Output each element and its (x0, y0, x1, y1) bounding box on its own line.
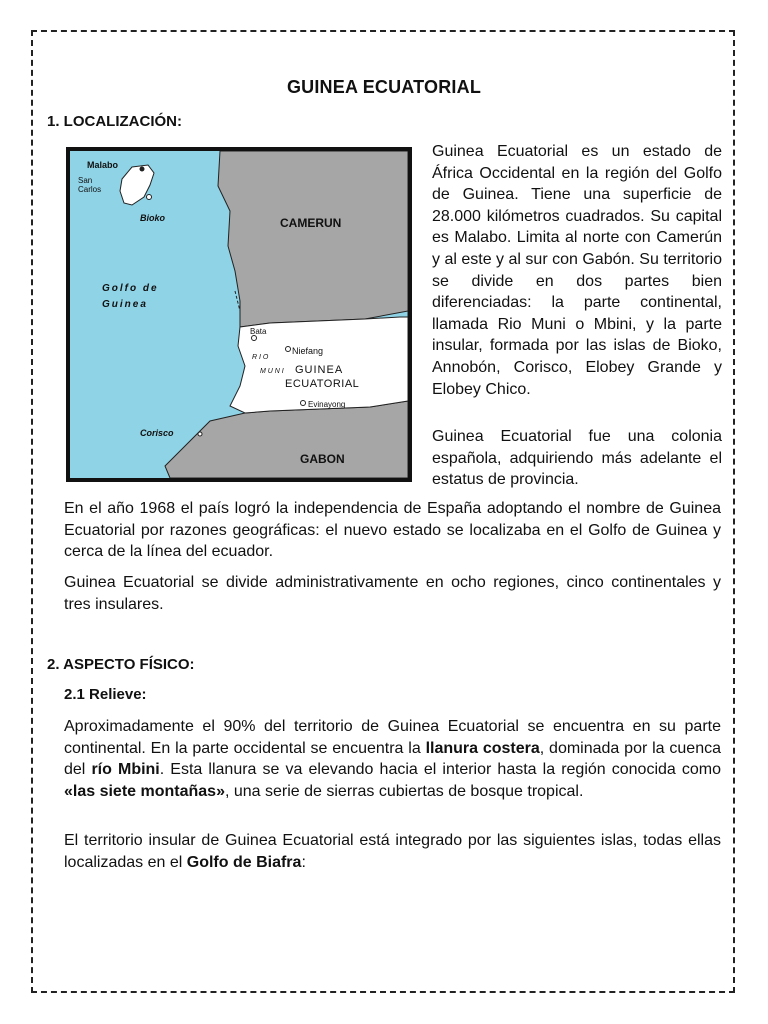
label-san-carlos-2: Carlos (78, 185, 102, 194)
label-corisco: Corisco (140, 428, 174, 438)
label-rio-muni-1: R I O (252, 354, 269, 361)
section-heading-aspecto-fisico: 2. ASPECTO FÍSICO: (47, 656, 195, 673)
label-bata: Bata (250, 327, 267, 336)
map-svg (70, 151, 408, 478)
bold-llanura-costera: llanura costera (425, 739, 540, 757)
colony-paragraph: Guinea Ecuatorial fue una colonia española, adquiriendo más adelante el estatus de provincia. (432, 428, 722, 489)
town-evinayong (301, 401, 306, 406)
intro-paragraph: Guinea Ecuatorial es un estado de África Occidental en la región del Golfo de Guinea. Tiene una superficie de 28.000 kilómetros cuadrados. Su capital es Malabo. Limita al norte con Camerún y al este y al sur con Gabón. Su territorio se divide en dos partes bien diferenciadas: la parte continental, llamada Rio Muni o Mbini, y la parte insular, formada por las islas de Bioko, Annobón, Corisco, Elobey Grande y Elobey Chico. (432, 143, 722, 398)
cameroon-land (218, 151, 408, 327)
town-san-carlos (147, 195, 152, 200)
label-malabo: Malabo (87, 160, 119, 170)
label-guinea: GUINEA (295, 364, 344, 376)
label-gabon: GABON (300, 452, 345, 466)
section-heading-localizacion: 1. LOCALIZACIÓN: (47, 113, 182, 130)
label-golfo-1: Golfo de (102, 283, 159, 294)
label-niefang: Niefang (292, 346, 324, 356)
town-niefang (286, 347, 291, 352)
bold-golfo-biafra: Golfo de Biafra (186, 853, 302, 871)
label-rio-muni-2: M U N I (260, 368, 284, 375)
page-title: GUINEA ECUATORIAL (286, 77, 482, 97)
map-figure (66, 147, 412, 482)
label-golfo-2: Guinea (102, 299, 148, 310)
bold-siete-montanas: «las siete montañas» (64, 782, 225, 800)
label-bioko: Bioko (140, 213, 166, 223)
town-bata (252, 336, 257, 341)
label-ecuatorial: ECUATORIAL (285, 378, 360, 390)
relief-paragraph: Aproximadamente el 90% del territorio de Guinea Ecuatorial se encuentra en su parte continental. En la parte occidental se encuentra la llanura costera, dominada por la cuenca del río Mbini. Esta llanura se va elevando hacia el interior hasta la región conocida como «las siete montañas», una serie de sierras cubiertas de bosque tropical. (64, 718, 722, 800)
label-san-carlos-1: San (78, 176, 93, 185)
independence-paragraph: En el año 1968 el país logró la independencia de España adoptando el nombre de Guinea Ecuatorial por razones geográficas: el nuevo estado se localizaba en el Golfo de Guinea y cerca de la línea del ecuador. (64, 500, 721, 561)
town-malabo (140, 167, 145, 172)
islands-paragraph: El territorio insular de Guinea Ecuatorial está integrado por las siguientes islas, todas ellas localizadas en el Golfo de Biafra: (64, 832, 721, 871)
regions-paragraph: Guinea Ecuatorial se divide administrativamente en ocho regiones, cinco continentales y tres insulares. (64, 574, 721, 613)
subsection-heading-relieve: 2.1 Relieve: (64, 686, 147, 703)
label-camerun: CAMERUN (280, 216, 342, 230)
label-evinayong: Evinayong (308, 400, 346, 409)
bold-rio-mbini: río Mbini (91, 761, 160, 779)
